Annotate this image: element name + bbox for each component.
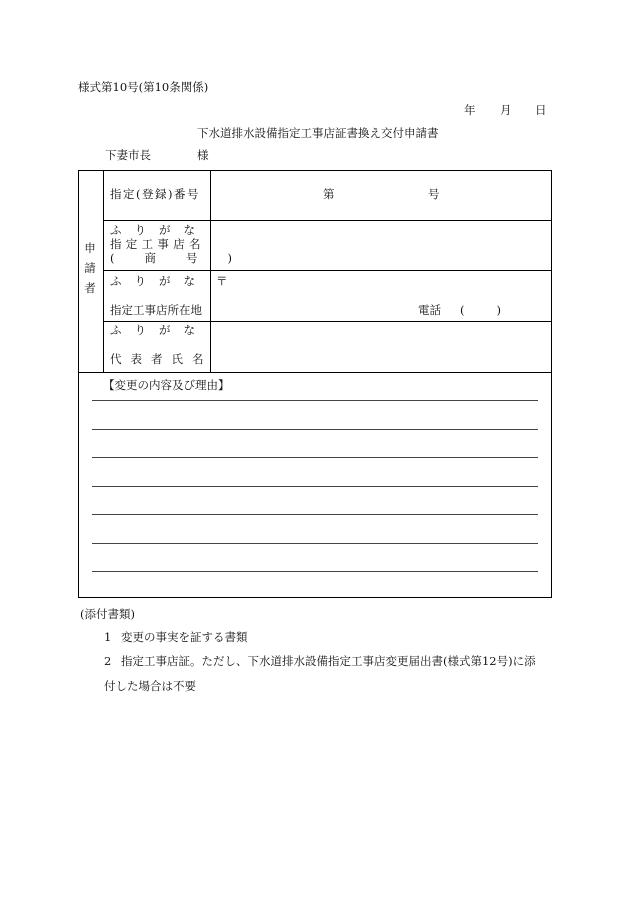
addressee-name: 下妻市長 <box>105 148 151 162</box>
date-day: 日 <box>535 103 547 117</box>
address-label: 指定工事店所在地 <box>110 303 202 317</box>
phone-area-code: ( ) <box>460 303 504 317</box>
attachments-heading: (添付書類) <box>80 607 135 621</box>
attachment-item-continuation: 付した場合は不要 <box>104 679 196 693</box>
writing-line[interactable] <box>92 400 538 401</box>
rep-name-label: 代表者氏名 <box>110 352 213 366</box>
document-title: 下水道排水設備指定工事店証書換え交付申請書 <box>197 126 439 140</box>
attachment-item-number: 1 <box>104 630 112 644</box>
writing-line[interactable] <box>92 429 538 430</box>
applicant-column-divider <box>103 170 104 372</box>
shop-name-field[interactable] <box>211 221 551 269</box>
address-furigana: ふりがな <box>110 274 208 288</box>
writing-line[interactable] <box>92 571 538 572</box>
reg-number-label: 指定(登録)番号 <box>110 187 200 201</box>
shop-name-label: 指定工事店名 <box>110 237 205 251</box>
rep-name-furigana: ふりがな <box>110 323 208 337</box>
shop-name-furigana: ふりがな <box>110 223 208 237</box>
form-number: 様式第10号(第10条関係) <box>78 80 209 94</box>
reg-number-suffix: 号 <box>428 187 440 201</box>
phone-label: 電話 <box>418 303 441 317</box>
reg-number-prefix: 第 <box>323 187 335 201</box>
applicant-label: 申請者 <box>84 241 96 296</box>
writing-line[interactable] <box>92 514 538 515</box>
shop-name-sublabel: (商号) <box>110 251 262 265</box>
writing-line[interactable] <box>92 457 538 458</box>
date-month: 月 <box>500 103 512 117</box>
change-section-label: 【変更の内容及び理由】 <box>103 378 230 392</box>
attachment-item-text: 指定工事店証。ただし、下水道排水設備指定工事店変更届出書(様式第12号)に添 <box>121 654 536 668</box>
postal-mark: 〒 <box>216 274 228 288</box>
writing-line[interactable] <box>92 543 538 544</box>
date-year: 年 <box>464 103 476 117</box>
row-divider-4 <box>78 372 552 373</box>
reg-number-field[interactable] <box>211 171 551 219</box>
addressee-honorific: 様 <box>197 148 209 162</box>
attachment-item-number: 2 <box>104 654 112 668</box>
writing-line[interactable] <box>92 486 538 487</box>
attachment-item-text: 変更の事実を証する書類 <box>121 630 248 644</box>
rep-name-field[interactable] <box>211 322 551 371</box>
